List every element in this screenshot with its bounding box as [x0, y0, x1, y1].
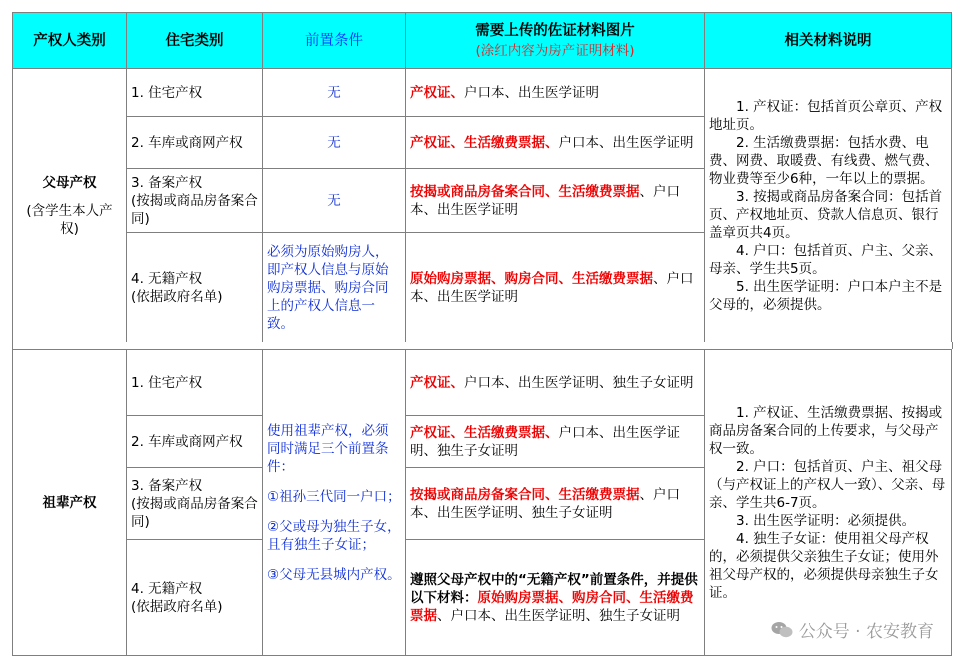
- table-row: [13, 350, 952, 416]
- precondition-item: ②父或母为独生子女，且有独生子女证；: [267, 518, 401, 553]
- description-item: 1. 产权证：包括首页公章页、产权地址页。: [709, 98, 943, 133]
- materials-red: 产权证、: [410, 84, 464, 101]
- materials-red: 原始购房票据、购房合同、生活缴费票据: [410, 589, 694, 624]
- table-row: [13, 69, 952, 117]
- housing-type: 3. 备案产权 (按揭或商品房备案合同): [127, 169, 263, 233]
- materials-red: 按揭或商品房备案合同、生活缴费票据: [410, 486, 640, 503]
- header-description: 相关材料说明: [705, 13, 952, 69]
- materials: [406, 117, 705, 169]
- precondition-item: ③父母无县城内产权。: [267, 566, 401, 583]
- description-item: 3. 出生医学证明：必须提供。: [736, 512, 916, 529]
- materials-red: 产权证、生活缴费票据、: [410, 134, 559, 151]
- materials: [406, 540, 705, 656]
- watermark: [771, 617, 934, 642]
- description-item: 5. 出生医学证明：户口本户主不是父母的，必须提供。: [709, 278, 943, 313]
- wechat-icon: [771, 621, 793, 639]
- header-row: [13, 13, 952, 69]
- description-item: 4. 户口：包括首页、户主、父亲、母亲、学生共5页。: [709, 242, 943, 277]
- materials: [406, 69, 705, 117]
- materials-rest: 、户口本、出生医学证明: [410, 183, 680, 218]
- housing-type: 1. 住宅产权: [127, 350, 263, 416]
- materials-red: 产权证、生活缴费票据、: [410, 424, 559, 441]
- housing-type: 4. 无籍产权 (依据政府名单): [127, 540, 263, 656]
- header-materials: [406, 13, 705, 69]
- housing-type: 4. 无籍产权 (依据政府名单): [127, 233, 263, 343]
- precondition-item: ①祖孙三代同一户口；: [267, 488, 401, 505]
- description-item: 2. 户口：包括首页、户主、祖父母（与产权证上的产权人一致）、父亲、母亲、学生共6-7页。: [709, 458, 946, 511]
- housing-type: 2. 车库或商网产权: [127, 416, 263, 468]
- materials-rest: 户口本、出生医学证明: [464, 84, 599, 101]
- precondition-intro: 使用祖辈产权，必须同时满足三个前置条件：: [267, 422, 389, 475]
- materials: [406, 169, 705, 233]
- precondition: 无: [263, 69, 406, 117]
- materials: [406, 468, 705, 540]
- description-item: 1. 产权证、生活缴费票据、按揭或商品房备案合同的上传要求，与父母产权一致。: [709, 404, 943, 457]
- precondition-grandparents: [263, 350, 406, 656]
- housing-type: 1. 住宅产权: [127, 69, 263, 117]
- description-parents: [705, 69, 952, 343]
- description-item: 4. 独生子女证：使用祖父母产权的，必须提供父亲独生子女证；使用外祖父母产权的，必须提供母亲独生子女证。: [709, 530, 939, 601]
- materials-rest: 、户口本、出生医学证明、独生子女证明: [437, 607, 680, 624]
- precondition: 无: [263, 169, 406, 233]
- watermark-text: 公众号 · 农安教育: [798, 622, 934, 642]
- materials-red: 按揭或商品房备案合同、生活缴费票据: [410, 183, 640, 200]
- materials-rest: 户口本、出生医学证明: [558, 134, 694, 151]
- description-grandparents: [705, 350, 952, 656]
- materials-rest: 、户口本、出生医学证明: [410, 270, 694, 305]
- category-parents-label: 父母产权: [42, 174, 97, 191]
- materials-rest: 户口本、出生医学证明、独生子女证明: [410, 424, 680, 459]
- materials-table-top: [12, 12, 952, 343]
- materials: [406, 350, 705, 416]
- category-grandparents: 祖辈产权: [13, 350, 127, 656]
- description-item: 3. 按揭或商品房备案合同：包括首页、产权地址页、贷款人信息页、银行盖章页共4页。: [709, 188, 943, 241]
- materials-rest: 户口本、出生医学证明、独生子女证明: [464, 374, 694, 391]
- header-materials-title: 需要上传的佐证材料图片: [475, 22, 635, 39]
- materials-red: 产权证、: [410, 374, 464, 391]
- header-materials-note: (涂红内容为房产证明材料): [475, 42, 635, 59]
- materials-bold: 遵照父母产权中的“无籍产权”前置条件，并提供以下材料：: [410, 571, 698, 606]
- category-parents-sub: (含学生本人产权): [26, 202, 113, 237]
- materials: [406, 416, 705, 468]
- housing-type: 3. 备案产权 (按揭或商品房备案合同): [127, 468, 263, 540]
- header-precondition: 前置条件: [263, 13, 406, 69]
- category-parents: [13, 69, 127, 343]
- precondition: 必须为原始购房人，即产权人信息与原始购房票据、购房合同上的产权人信息一致。: [263, 233, 406, 343]
- header-housing-type: 住宅类别: [127, 13, 263, 69]
- precondition: 无: [263, 117, 406, 169]
- materials-rest: 、户口本、出生医学证明、独生子女证明: [410, 486, 680, 521]
- header-owner-category: 产权人类别: [13, 13, 127, 69]
- description-item: 2. 生活缴费票据：包括水费、电费、网费、取暖费、有线费、燃气费、物业费等至少6种，一年以上的票据。: [709, 134, 939, 187]
- housing-type: 2. 车库或商网产权: [127, 117, 263, 169]
- materials-red: 原始购房票据、购房合同、生活缴费票据: [410, 270, 653, 287]
- materials: [406, 233, 705, 343]
- materials-table-bottom: [12, 349, 952, 656]
- section-gap: [12, 342, 953, 349]
